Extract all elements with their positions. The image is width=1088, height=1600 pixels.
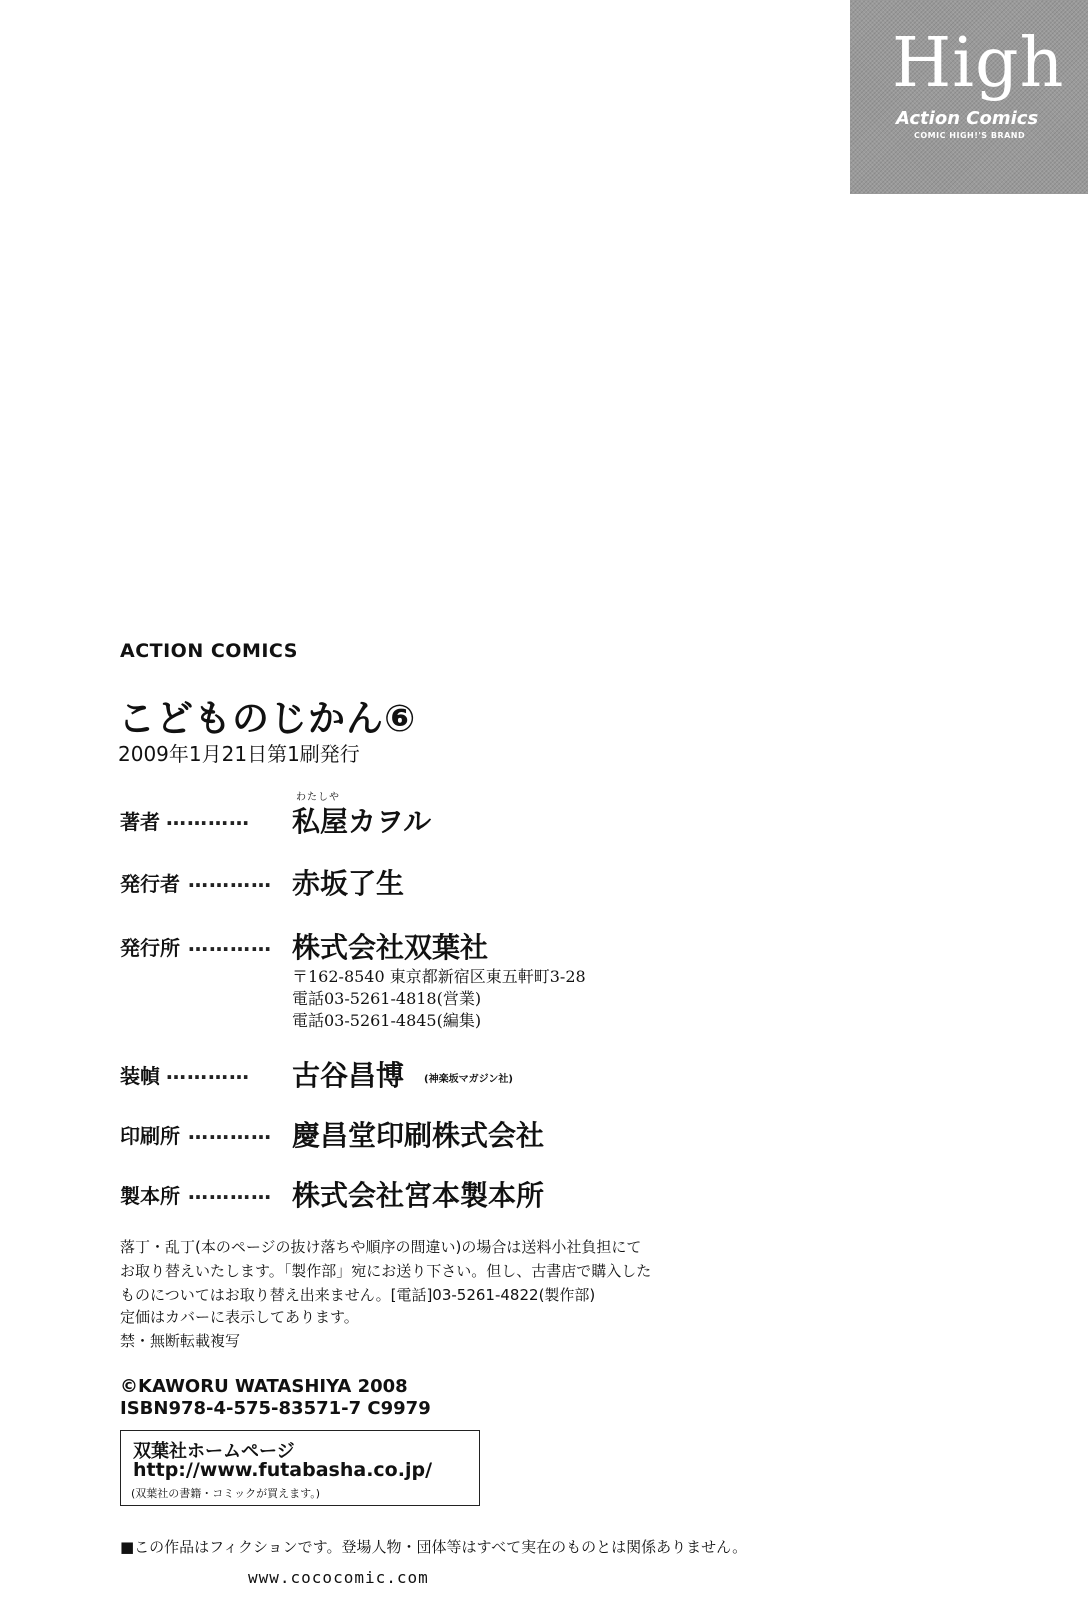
- isbn: ISBN978-4-575-83571-7 C9979: [120, 1398, 431, 1419]
- scan-watermark: www.cococomic.com: [248, 1568, 429, 1587]
- printer-name: 慶昌堂印刷株式会社: [292, 1119, 545, 1152]
- homepage-url[interactable]: http://www.futabasha.co.jp/: [133, 1459, 433, 1481]
- binder-label: 製本所: [120, 1184, 180, 1208]
- design-leader: …………: [166, 1060, 250, 1084]
- binder-leader: …………: [188, 1180, 272, 1204]
- logo-action-comics-text: Action Comics: [896, 108, 1039, 129]
- binder-name: 株式会社宮本製本所: [292, 1179, 545, 1212]
- series-name: ACTION COMICS: [120, 640, 298, 662]
- author-label: 著者: [120, 810, 160, 834]
- notice-line-5: 禁・無断転載複写: [120, 1332, 241, 1350]
- publisher-name: 赤坂了生: [292, 867, 405, 900]
- homepage-box: [120, 1430, 480, 1506]
- fiction-disclaimer: ■この作品はフィクションです。登場人物・団体等はすべて実在のものとは関係ありません。: [120, 1538, 748, 1556]
- author-ruby: わたしや: [296, 792, 340, 803]
- homepage-note: (双葉社の書籍・コミックが買えます。): [131, 1487, 320, 1500]
- copyright: ©KAWORU WATASHIYA 2008: [120, 1376, 408, 1397]
- publishing-house-address: 〒162-8540 東京都新宿区東五軒町3-28: [292, 967, 586, 986]
- publisher-leader: …………: [188, 868, 272, 892]
- notice-line-2: お取り替えいたします。「製作部」宛にお送り下さい。但し、古書店で購入した: [120, 1262, 652, 1280]
- publisher-label: 発行者: [120, 872, 180, 896]
- publishing-house-tel-edit: 電話03-5261-4845(編集): [292, 1011, 482, 1030]
- logo-high-text: High: [892, 24, 1065, 103]
- author-name: 私屋カヲル: [292, 805, 432, 838]
- printer-label: 印刷所: [120, 1124, 180, 1148]
- homepage-title: 双葉社ホームページ: [133, 1441, 295, 1462]
- author-leader: …………: [166, 806, 250, 830]
- publisher-logo: [850, 0, 1088, 194]
- notice-line-3: ものについてはお取り替え出来ません。[電話]03-5261-4822(製作部): [120, 1286, 596, 1304]
- printer-leader: …………: [188, 1120, 272, 1144]
- book-title: こどものじかん⑥: [118, 697, 417, 740]
- logo-brand-text: COMIC HIGH!'S BRAND: [914, 131, 1026, 140]
- designer-name: 古谷昌博: [292, 1059, 405, 1092]
- notice-line-1: 落丁・乱丁(本のページの抜け落ちや順序の間違い)の場合は送料小社負担にて: [120, 1238, 642, 1256]
- publishing-house-label: 発行所: [120, 936, 180, 960]
- notice-line-4: 定価はカバーに表示してあります。: [120, 1308, 359, 1326]
- publishing-house-name: 株式会社双葉社: [292, 931, 489, 964]
- publishing-house-leader: …………: [188, 932, 272, 956]
- designer-affiliation: (神楽坂マガジン社): [424, 1074, 513, 1085]
- design-label: 装幀: [120, 1064, 160, 1088]
- publishing-house-tel-sales: 電話03-5261-4818(営業): [292, 989, 482, 1008]
- publication-date: 2009年1月21日第1刷発行: [118, 742, 360, 766]
